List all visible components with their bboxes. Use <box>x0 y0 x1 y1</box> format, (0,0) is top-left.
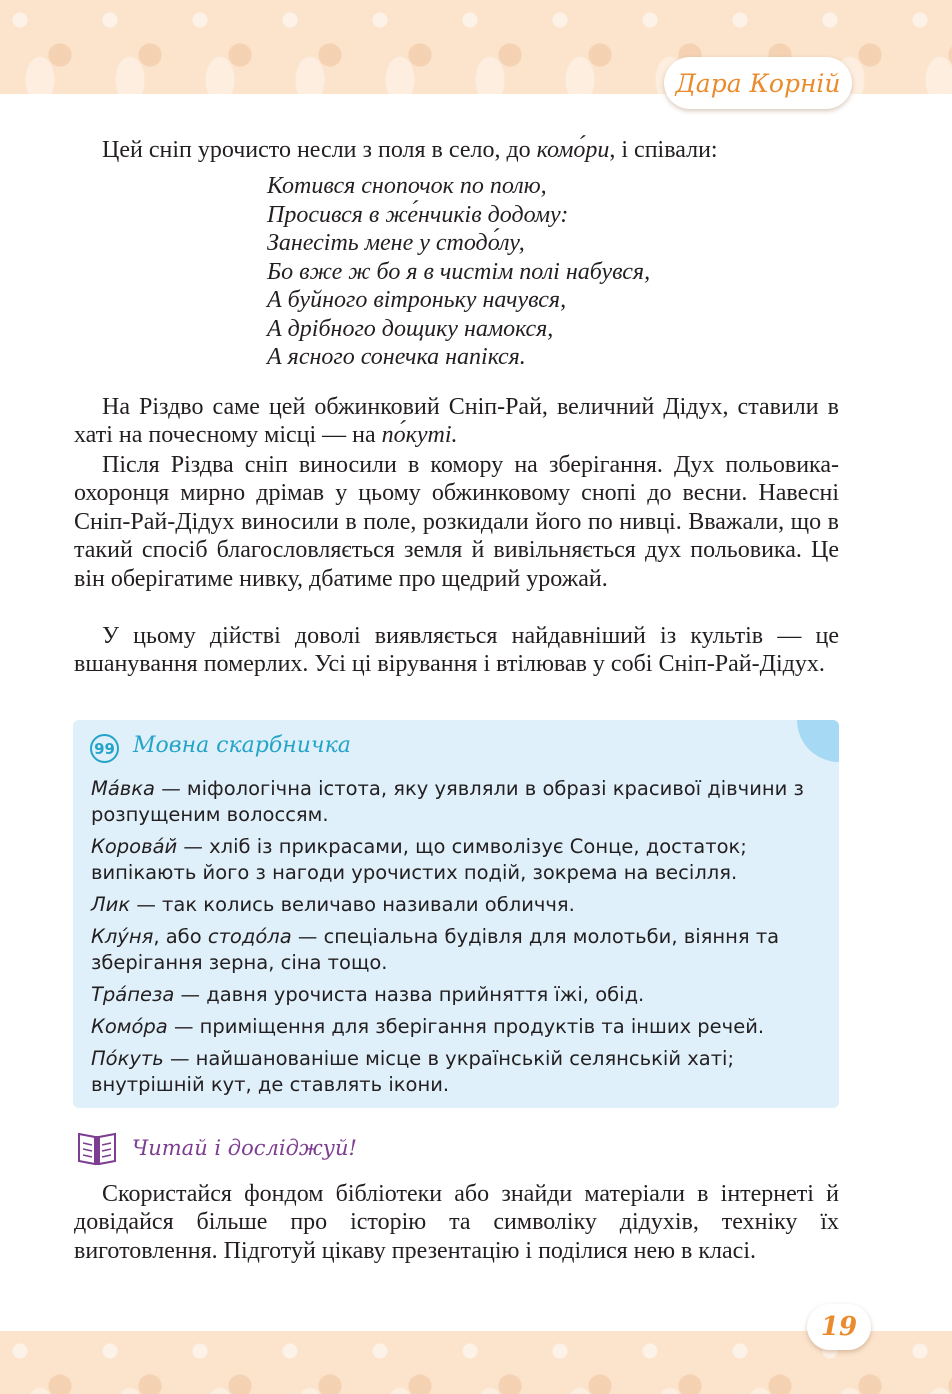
entry-definition: — давня урочиста назва прийняття їжі, обід. <box>174 983 645 1006</box>
author-tab <box>664 57 852 109</box>
entry-term: Тра́пеза <box>91 983 175 1006</box>
poem-line: Занесіть мене у стодо́лу, <box>267 230 525 256</box>
research-title: Читай і досліджуй! <box>132 1136 357 1160</box>
vocabulary-entry <box>91 982 811 1008</box>
quote-icon: 99 <box>90 734 119 763</box>
vocabulary-entry <box>91 1046 811 1098</box>
paragraph-cult: У цьому дійстві доволі виявляється найдавніший із культів — це вшанування померлих. Усі ці вірування і втілював у собі Сніп-Рай-Дідух. <box>74 623 839 678</box>
research-text: Скористайся фондом бібліотеки або знайди матеріали в інтернеті й довідайся більше про історію та символіку дідухів, техніку їх виготовлення. Підготуй цікаву презентацію і поділися нею в класі. <box>74 1181 839 1264</box>
vocabulary-entry <box>91 776 811 828</box>
entry-definition: — хліб із прикрасами, що символізує Сонце, достаток; випікають його з нагоди урочистих подій, зокрема на весілля. <box>91 835 747 884</box>
entry-term: Корова́й <box>91 835 178 858</box>
vocabulary-box <box>73 720 839 1108</box>
paragraph-text: На Різдво саме цей обжинковий Сніп-Рай, величний Дідух, ставили в хаті на почесному місці — на <box>74 394 839 449</box>
vocabulary-entry <box>91 892 811 918</box>
entry-term: По́куть <box>91 1047 164 1070</box>
page-number: 19 <box>820 1312 858 1342</box>
entry-definition: — найшанованіше місце в українській селянській хаті; внутрішній кут, де ставлять ікони. <box>91 1047 735 1096</box>
entry-definition: — міфологічна істота, яку уявляли в образі красивої дівчини з розпущеним волоссям. <box>91 777 804 826</box>
book-icon <box>74 1128 120 1168</box>
entry-term: стодо́ла <box>207 925 292 948</box>
entry-term: Лик <box>91 893 131 916</box>
poem-line: Котився снопочок по полю, <box>267 173 547 199</box>
entry-definition: — приміщення для зберігання продуктів та інших речей. <box>167 1015 765 1038</box>
paragraph-term: по́куті. <box>381 422 458 449</box>
intro-line <box>102 134 718 166</box>
entry-term: Клу́ня <box>91 925 154 948</box>
vocabulary-entry <box>91 1014 811 1040</box>
entry-connector: , або <box>153 925 208 948</box>
intro-text: Цей сніп урочисто несли з поля в село, до <box>102 137 537 163</box>
author-name: Дара Корній <box>675 68 841 98</box>
entry-definition: — так колись величаво називали обличчя. <box>130 893 575 916</box>
intro-text-end: , і співали: <box>609 137 718 163</box>
poem-line: Просився в же́нчиків додому: <box>267 201 569 228</box>
poem-line: Бо вже ж бо я в чистім полі набувся, <box>267 258 651 285</box>
paragraph-christmas <box>74 393 839 450</box>
poem-line: А буйного вітроньку начувся, <box>267 287 567 313</box>
footer-ornament-band <box>0 1331 952 1394</box>
entry-term: Комо́ра <box>91 1015 168 1038</box>
paragraph-storage: Після Різдва сніп виносили в комору на зберігання. Дух польовика-охоронця мирно дрімав у цьому обжинковому снопі до весни. Навесні Сніп-Рай-Дідух виносили в поле, розкидали його по нивці. Вважали, що в такий спосіб благословляється земля й вивільняється дух польовика. Це він оберігатиме нивку, дбатиме про щедрий урожай. <box>74 452 839 592</box>
page-number-badge <box>807 1304 871 1350</box>
vocabulary-entry <box>91 924 811 976</box>
poem-line: А ясного сонечка напікся. <box>267 344 526 370</box>
research-heading <box>74 1128 357 1168</box>
intro-term: комо́ри <box>536 137 610 163</box>
vocabulary-entry <box>91 834 811 886</box>
vocabulary-list <box>91 776 811 1104</box>
poem <box>267 172 787 372</box>
vocabulary-title: Мовна скарбничка <box>133 733 351 758</box>
entry-term: Ма́вка <box>91 777 155 800</box>
box-corner-decoration <box>797 720 839 762</box>
entry-definition: — спеціальна будівля для молотьби, віяння та зберігання зерна, сіна тощо. <box>91 925 780 974</box>
poem-line: А дрібного дощику намокся, <box>267 315 554 342</box>
